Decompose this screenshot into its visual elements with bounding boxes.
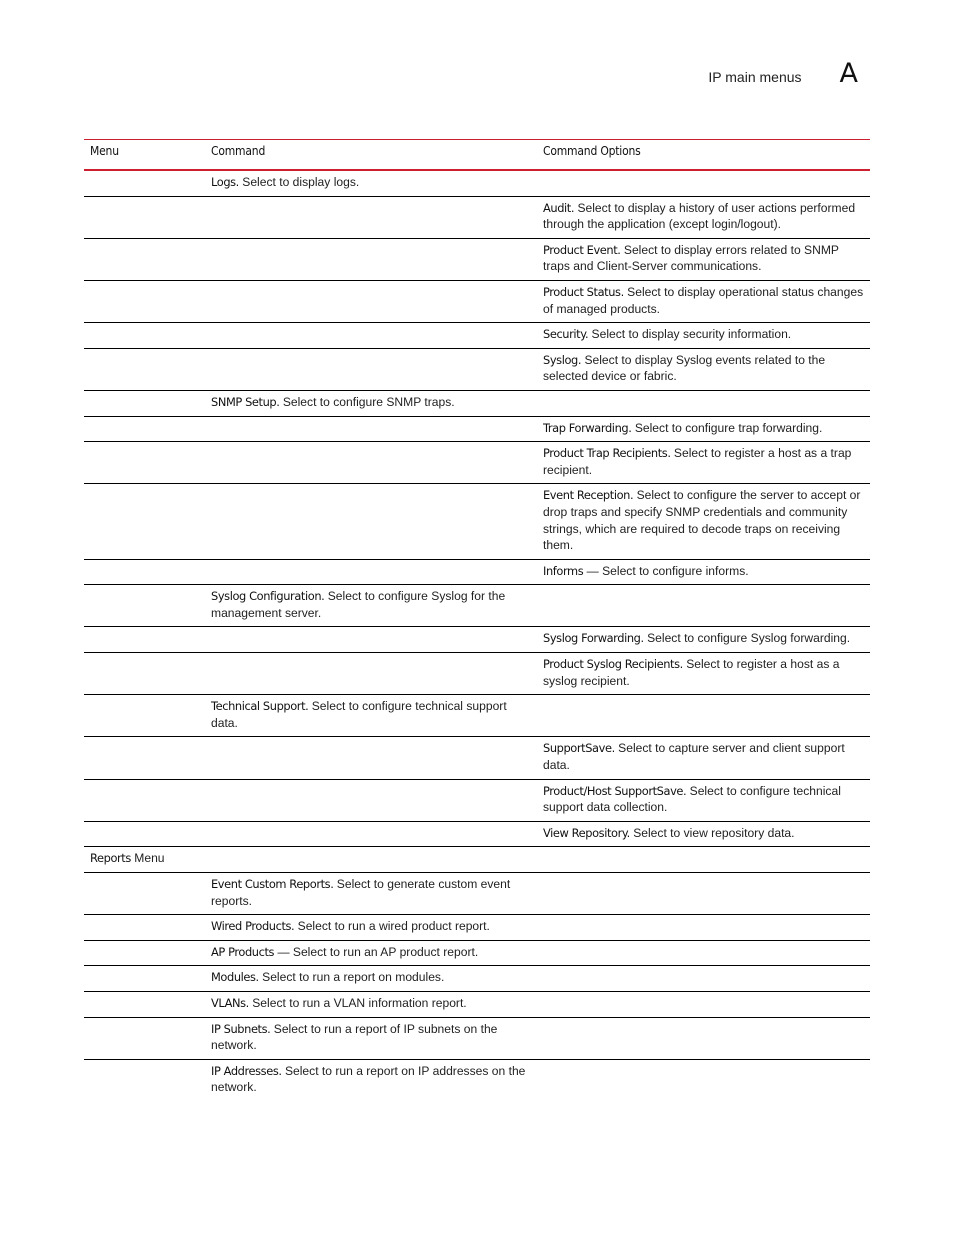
command-term: IP Addresses.: [211, 1063, 282, 1078]
command-option-cell: [537, 873, 870, 915]
table-row: [84, 779, 870, 821]
command-description: Select to run a report on modules.: [258, 970, 445, 985]
command-option-term: Product Syslog Recipients.: [543, 657, 683, 672]
command-option-cell: [537, 915, 870, 941]
page-header: [708, 58, 858, 89]
command-cell: [205, 390, 537, 416]
command-description: Select to run a wired product report.: [294, 919, 490, 934]
command-option-description: — Select to configure informs.: [583, 563, 749, 578]
menu-cell: [84, 847, 205, 873]
menu-cell: [84, 1017, 205, 1059]
command-option-description: Select to configure the server to accept or drop traps and specify SNMP credentials and community strings, which are required to decode traps on receiving them.: [543, 488, 861, 553]
command-cell: [205, 737, 537, 779]
command-option-term: Security.: [543, 327, 589, 342]
command-option-term: Event Reception.: [543, 488, 634, 503]
command-description: Select to configure SNMP traps.: [279, 394, 455, 409]
menu-cell: [84, 238, 205, 280]
menu-cell: [84, 821, 205, 847]
section-title: IP main menus: [708, 69, 802, 85]
command-option-description: Select to display errors related to SNMP traps and Client-Server communications.: [543, 242, 839, 274]
command-cell: [205, 873, 537, 915]
command-option-cell: [537, 390, 870, 416]
command-option-term: Trap Forwarding.: [543, 420, 632, 435]
command-cell: [205, 196, 537, 238]
table-row: [84, 737, 870, 779]
command-option-term: Informs: [543, 563, 584, 578]
menu-cell: [84, 416, 205, 442]
command-term: Logs.: [211, 175, 239, 189]
command-option-description: Select to display operational status changes of managed products.: [543, 284, 864, 316]
menu-commands-table: [84, 139, 870, 1101]
table-row: [84, 280, 870, 322]
command-description: — Select to run an AP product report.: [274, 944, 479, 959]
table-row: [84, 915, 870, 941]
command-option-cell: [537, 966, 870, 992]
command-cell: [205, 442, 537, 484]
command-option-cell: [537, 559, 870, 585]
command-option-description: Select to display Syslog events related to the selected device or fabric.: [543, 352, 826, 384]
menu-cell: [84, 442, 205, 484]
command-option-description: Select to display a history of user actions performed through the application (except login/logout).: [543, 200, 856, 232]
command-cell: [205, 559, 537, 585]
command-cell: [205, 627, 537, 653]
menu-cell: [84, 559, 205, 585]
menu-cell: [84, 585, 205, 627]
table-row: [84, 585, 870, 627]
command-option-cell: [537, 238, 870, 280]
command-cell: [205, 1059, 537, 1101]
column-header-menu: Menu: [84, 140, 205, 171]
command-description: Select to generate custom event reports.: [211, 877, 511, 908]
command-cell: [205, 779, 537, 821]
command-option-cell: [537, 323, 870, 349]
command-option-cell: [537, 170, 870, 196]
command-option-term: Syslog Forwarding.: [543, 631, 644, 646]
command-term: IP Subnets.: [211, 1021, 271, 1036]
command-option-description: Select to capture server and client support data.: [543, 741, 845, 773]
command-cell: [205, 280, 537, 322]
command-option-term: Syslog.: [543, 352, 582, 367]
command-option-cell: [537, 348, 870, 390]
menu-cell: [84, 170, 205, 196]
menu-term: Reports: [90, 851, 131, 866]
command-option-cell: [537, 991, 870, 1017]
menu-cell: [84, 779, 205, 821]
command-term: Syslog Configuration.: [211, 589, 325, 604]
command-cell: [205, 653, 537, 695]
command-term: Technical Support.: [211, 699, 309, 714]
table-row: [84, 170, 870, 196]
menu-cell: [84, 196, 205, 238]
command-option-cell: [537, 821, 870, 847]
command-cell: [205, 847, 537, 873]
table-row: [84, 991, 870, 1017]
table-header: [84, 140, 870, 171]
table-row: [84, 323, 870, 349]
menu-cell: [84, 915, 205, 941]
table-row: [84, 484, 870, 559]
command-option-cell: [537, 940, 870, 966]
command-option-description: Select to configure trap forwarding.: [631, 420, 823, 435]
table-row: [84, 1059, 870, 1101]
command-cell: [205, 915, 537, 941]
command-option-cell: [537, 847, 870, 873]
menu-cell: [84, 873, 205, 915]
command-description: Select to run a VLAN information report.: [248, 995, 467, 1010]
command-cell: [205, 585, 537, 627]
command-option-cell: [537, 1017, 870, 1059]
command-description: Select to configure technical support data.: [211, 699, 507, 730]
command-option-cell: [537, 280, 870, 322]
command-option-cell: [537, 695, 870, 737]
table-row: [84, 416, 870, 442]
command-option-cell: [537, 737, 870, 779]
command-option-term: Product/Host SupportSave.: [543, 783, 687, 798]
command-term: Event Custom Reports.: [211, 877, 334, 891]
command-cell: [205, 821, 537, 847]
command-option-description: Select to register a host as a syslog recipient.: [543, 657, 840, 688]
command-cell: [205, 348, 537, 390]
column-header-command: Command: [205, 140, 537, 171]
command-option-term: Product Event.: [543, 242, 621, 257]
command-cell: [205, 940, 537, 966]
table-row: [84, 873, 870, 915]
command-option-term: Product Status.: [543, 284, 624, 299]
menu-cell: [84, 484, 205, 559]
table-row: [84, 821, 870, 847]
table-row: [84, 238, 870, 280]
command-cell: [205, 323, 537, 349]
command-term: Wired Products.: [211, 919, 295, 934]
command-cell: [205, 1017, 537, 1059]
command-cell: [205, 695, 537, 737]
menu-cell: [84, 695, 205, 737]
menu-cell: [84, 737, 205, 779]
command-term: VLANs.: [211, 995, 249, 1010]
table-row: [84, 627, 870, 653]
command-option-cell: [537, 416, 870, 442]
command-option-description: Select to configure Syslog forwarding.: [643, 631, 851, 646]
command-option-description: Select to register a host as a trap recipient.: [543, 446, 852, 477]
table-row: [84, 847, 870, 873]
command-option-term: View Repository.: [543, 825, 630, 840]
command-option-description: Select to display security information.: [588, 327, 792, 342]
command-option-term: SupportSave.: [543, 741, 615, 756]
command-option-term: Product Trap Recipients.: [543, 446, 671, 461]
table-row: [84, 559, 870, 585]
menu-cell: [84, 627, 205, 653]
command-term: Modules.: [211, 970, 259, 985]
command-option-cell: [537, 442, 870, 484]
table-row: [84, 695, 870, 737]
table-row: [84, 390, 870, 416]
command-term: AP Products: [211, 944, 275, 959]
menu-cell: [84, 991, 205, 1017]
menu-cell: [84, 966, 205, 992]
command-cell: [205, 484, 537, 559]
command-description: Select to run a report on IP addresses on the network.: [211, 1063, 526, 1095]
table-row: [84, 966, 870, 992]
command-cell: [205, 966, 537, 992]
table-row: [84, 1017, 870, 1059]
menu-cell: [84, 390, 205, 416]
menu-cell: [84, 653, 205, 695]
menu-cell: [84, 1059, 205, 1101]
table-body: [84, 170, 870, 1101]
command-description: Select to run a report of IP subnets on the network.: [211, 1021, 498, 1053]
appendix-letter: A: [839, 58, 858, 89]
menu-description: Menu: [130, 851, 165, 866]
menu-cell: [84, 348, 205, 390]
command-cell: [205, 416, 537, 442]
menu-cell: [84, 280, 205, 322]
header-row: [84, 140, 870, 171]
command-option-cell: [537, 627, 870, 653]
command-cell: [205, 991, 537, 1017]
command-option-term: Audit.: [543, 200, 575, 215]
command-description: Select to configure Syslog for the management server.: [211, 589, 506, 620]
command-option-description: Select to configure technical support data collection.: [543, 783, 841, 815]
command-option-cell: [537, 1059, 870, 1101]
table-row: [84, 653, 870, 695]
command-option-cell: [537, 653, 870, 695]
command-cell: [205, 238, 537, 280]
menu-cell: [84, 940, 205, 966]
command-option-description: Select to view repository data.: [629, 825, 795, 840]
menu-cell: [84, 323, 205, 349]
command-option-cell: [537, 484, 870, 559]
table-row: [84, 940, 870, 966]
command-cell: [205, 170, 537, 196]
table-row: [84, 196, 870, 238]
table-row: [84, 348, 870, 390]
column-header-command-options: Command Options: [537, 140, 870, 171]
command-option-cell: [537, 196, 870, 238]
command-description: Select to display logs.: [238, 175, 360, 189]
table-row: [84, 442, 870, 484]
command-option-cell: [537, 585, 870, 627]
command-option-cell: [537, 779, 870, 821]
command-term: SNMP Setup.: [211, 394, 280, 409]
